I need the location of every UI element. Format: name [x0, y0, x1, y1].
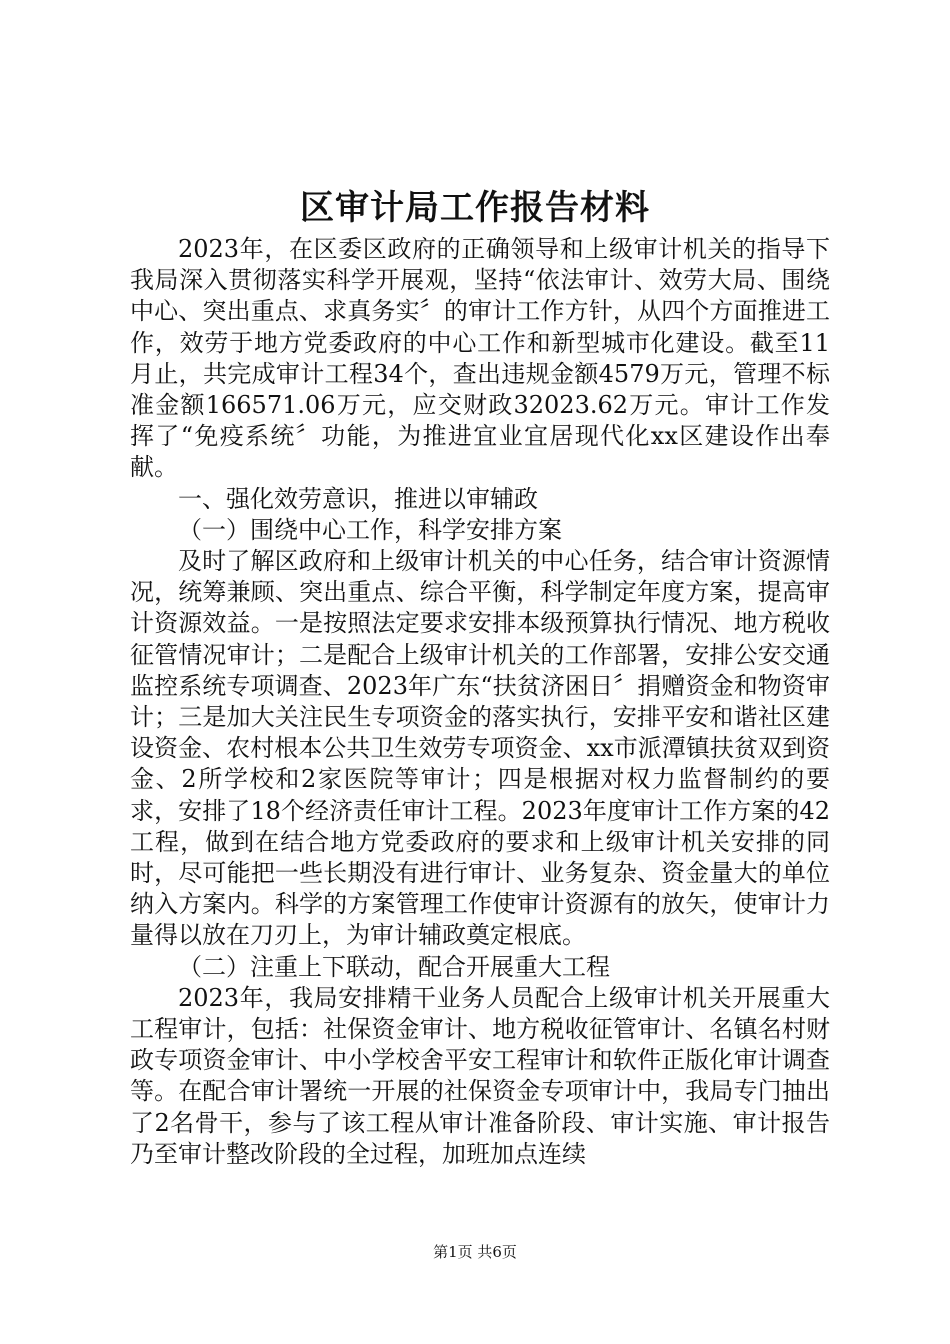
document-title: 区审计局工作报告材料	[300, 188, 650, 228]
page-number-footer: 第1页 共6页	[433, 1243, 517, 1261]
subsection-heading: （二）注重上下联动，配合开展重大工程	[178, 952, 610, 981]
body-paragraph: 及时了解区政府和上级审计机关的中心任务，结合审计资源情况，统筹兼顾、突出重点、综合平衡，科学制定年度方案，提高审计资源效益。一是按照法定要求安排本级预算执行情况、地方税收征管情况审计；二是配合上级审计机关的工作部署，安排公安交通监控系统专项调查、2023年广东“扶贫济困日〞捐赠资金和物资审计；三是加大关注民生专项资金的落实执行，安排平安和谐社区建设资金、农村根本公共卫生效劳专项资金、xx市派潭镇扶贫双到资金、2所学校和2家医院等审计；四是根据对权力监督制约的要求，安排了18个经济责任审计工程。2023年度审计工作方案的42工程，做到在结合地方党委政府的要求和上级审计机关安排的同时，尽可能把一些长期没有进行审计、业务复杂、资金量大的单位纳入方案内。科学的方案管理工作使审计资源有的放矢，使审计力量得以放在刀刃上，为审计辅政奠定根底。	[130, 547, 830, 950]
subsection-heading: （一）围绕中心工作，科学安排方案	[178, 515, 562, 544]
section-heading: 一、强化效劳意识，推进以审辅政	[178, 484, 538, 513]
body-paragraph: 2023年，在区委区政府的正确领导和上级审计机关的指导下我局深入贯彻落实科学开展观，坚持“依法审计、效劳大局、围绕中心、突出重点、求真务实〞的审计工作方针，从四个方面推进工作，效劳于地方党委政府的中心工作和新型城市化建设。截至11月止，共完成审计工程34个，查出违规金额4579万元，管理不标准金额166571.06万元，应交财政32023.62万元。审计工作发挥了“免疫系统〞功能，为推进宜业宜居现代化xx区建设作出奉献。	[130, 235, 830, 482]
body-paragraph: 2023年，我局安排精干业务人员配合上级审计机关开展重大工程审计，包括：社保资金审计、地方税收征管审计、名镇名村财政专项资金审计、中小学校舍平安工程审计和软件正版化审计调查等。在配合审计署统一开展的社保资金专项审计中，我局专门抽出了2名骨干，参与了该工程从审计准备阶段、审计实施、审计报告乃至审计整改阶段的全过程，加班加点连续	[130, 983, 830, 1168]
document-body	[130, 234, 830, 1170]
